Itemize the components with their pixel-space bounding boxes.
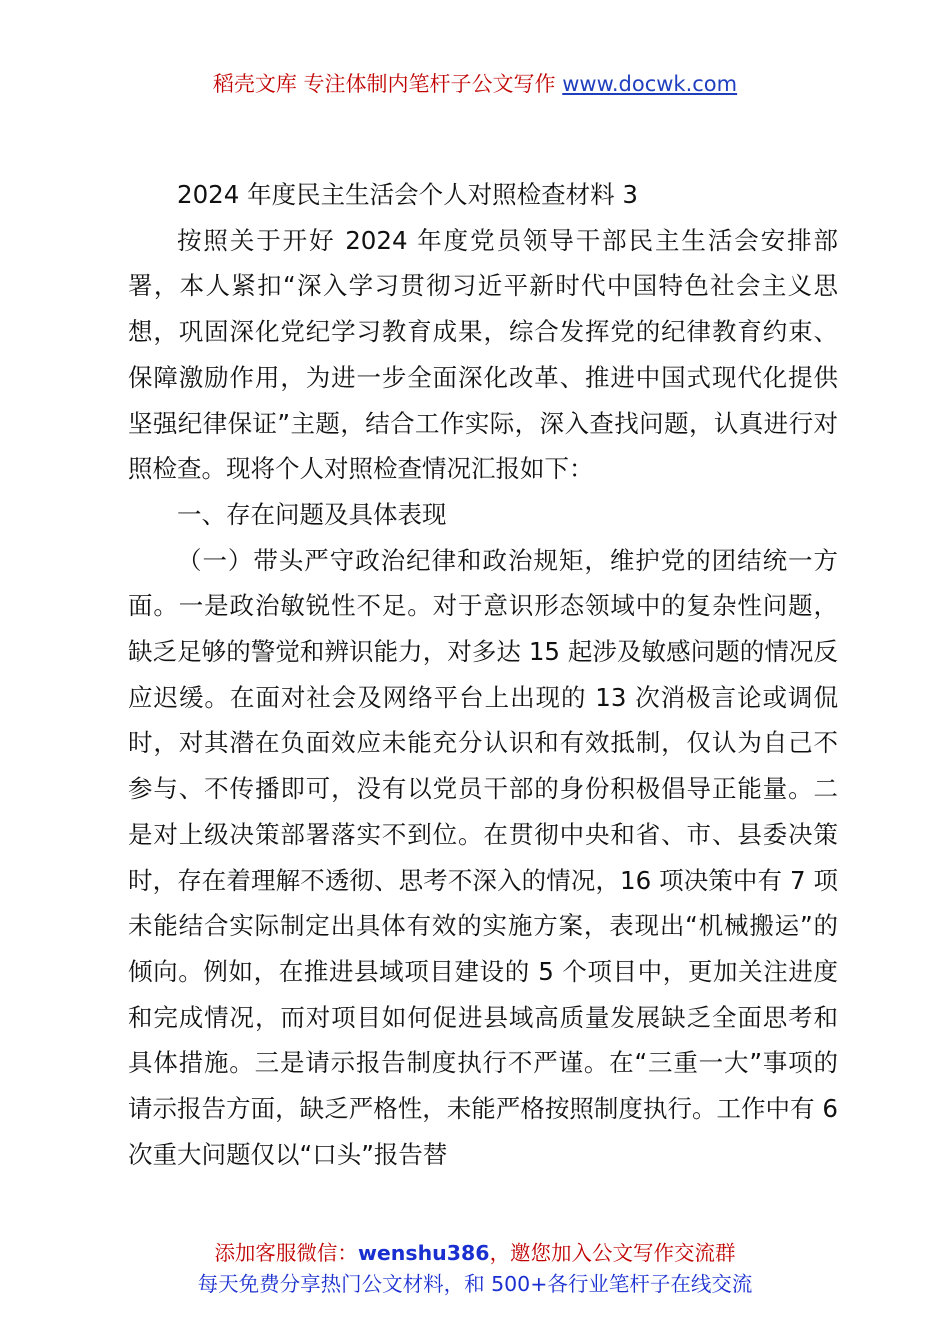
wechat-label: 添加客服微信： (214, 1241, 358, 1265)
document-body (128, 172, 838, 1177)
wechat-invite: ，邀您加入公文写作交流群 (489, 1241, 736, 1265)
document-title: 2024 年度民主生活会个人对照检查材料 3 (177, 180, 639, 209)
section-heading: 一、存在问题及具体表现 (177, 499, 447, 529)
paragraph-intro: 按照关于开好 2024 年度党员领导干部民主生活会安排部署，本人紧扣“深入学习贯彻习近平新时代中国特色社会主义思想，巩固深化党纪学习教育成果，综合发挥党的纪律教育约束、保障激励作用，为进一步全面深化改革、推进中国式现代化提供坚强纪律保证”主题，结合工作实际，深入查找问题，认真进行对照检查。现将个人对照检查情况汇报如下： (128, 225, 838, 484)
footer-line-1 (0, 1238, 950, 1269)
site-link[interactable]: www.docwk.com (562, 72, 738, 96)
header-slogan: 稻壳文库 专注体制内笔杆子公文写作 (212, 72, 556, 96)
footer-line-2: 每天免费分享热门公文材料，和 500+各行业笔杆子在线交流 (197, 1272, 753, 1296)
site-footer (0, 1238, 950, 1300)
site-header (0, 68, 950, 100)
paragraph-body: （一）带头严守政治纪律和政治规矩，维护党的团结统一方面。一是政治敏锐性不足。对于意识形态领域中的复杂性问题，缺乏足够的警觉和辨识能力，对多达 15 起涉及敏感问题的情况反应迟缓。在面对社会及网络平台上出现的 13 次消极言论或调侃时，对其潜在负面效应未能充分认识和有效抵制，仅认为自己不参与、不传播即可，没有以党员干部的身份积极倡导正能量。二是对上级决策部署落实不到位。在贯彻中央和省、市、县委决策时，存在着理解不透彻、思考不深入的情况，16 项决策中有 7 项未能结合实际制定出具体有效的实施方案，表现出“机械搬运”的倾向。例如，在推进县域项目建设的 5 个项目中，更加关注进度和完成情况，而对项目如何促进县域高质量发展缺乏全面思考和具体措施。三是请示报告制度执行不严谨。在“三重一大”事项的请示报告方面，缺乏严格性，未能严格按照制度执行。工作中有 6 次重大问题仅以“口头”报告替 (128, 545, 838, 1169)
wechat-id: wenshu386 (357, 1241, 490, 1265)
